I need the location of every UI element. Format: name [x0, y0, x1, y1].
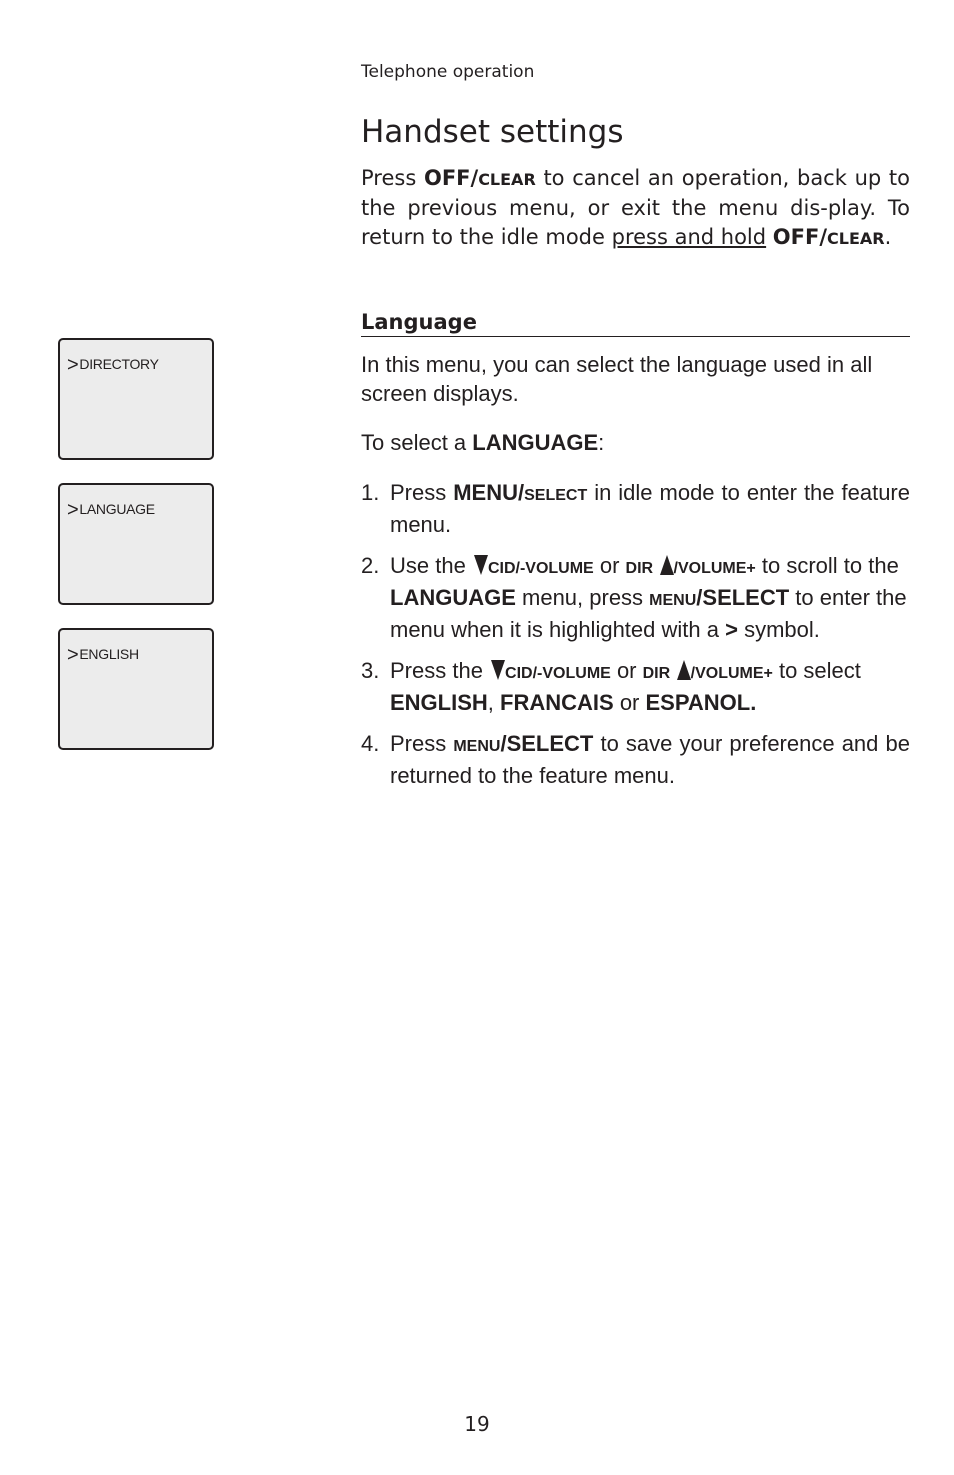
symbol-gt: > — [725, 617, 738, 642]
text: Use the — [390, 553, 472, 578]
list-item — [361, 551, 910, 644]
text: or — [610, 658, 643, 683]
intro-text: to cancel an operation, back up to the previous menu, or exit the menu dis-play. To return to the idle mode — [361, 166, 910, 249]
lcd-label: LANGUAGE — [79, 501, 155, 517]
text: to save your preference and be returned to the feature menu. — [390, 731, 910, 788]
key-select: /SELECT — [500, 731, 594, 756]
lcd-label: DIRECTORY — [79, 356, 159, 372]
list-item — [361, 656, 910, 717]
text: Press — [390, 731, 454, 756]
text: to enter the menu when it is highlighted with a — [390, 585, 907, 642]
key-language: LANGUAGE — [390, 585, 516, 610]
text: menu, press — [515, 585, 650, 610]
section-heading-language: Language — [361, 310, 910, 337]
key-menu: MENU/ — [453, 480, 525, 505]
option-francais: FRANCAIS — [500, 690, 614, 715]
page-number: 19 — [464, 1412, 490, 1436]
cursor-arrow: > — [67, 354, 79, 376]
intro-text: Press — [361, 166, 424, 190]
option-english: ENGLISH — [390, 690, 488, 715]
text: to select — [772, 658, 861, 683]
key-volume-plus: /VOLUME+ — [690, 665, 773, 682]
steps-list — [361, 478, 910, 802]
lcd-text — [67, 644, 139, 667]
text: in idle mode to enter the feature menu. — [390, 480, 910, 537]
text: , — [487, 690, 501, 715]
step-number: 1. — [361, 480, 380, 505]
up-arrow-icon — [677, 660, 691, 680]
text: symbol. — [737, 617, 820, 642]
key-off: OFF/ — [423, 166, 479, 190]
list-item — [361, 478, 910, 539]
language-description: In this menu, you can select the language used in all screen displays. — [361, 352, 873, 406]
key-language: LANGUAGE — [472, 430, 599, 455]
intro-text — [766, 225, 773, 249]
key-volume-plus: /VOLUME+ — [673, 560, 756, 577]
text: or — [593, 553, 626, 578]
key-select: /SELECT — [696, 585, 790, 610]
text: to scroll to the — [755, 553, 899, 578]
key-dir: DIR — [642, 665, 675, 682]
text: Press — [390, 480, 454, 505]
up-arrow-icon — [660, 555, 674, 575]
intro-text: . — [884, 225, 892, 249]
key-clear: CLEAR — [827, 229, 885, 248]
text: or — [613, 690, 646, 715]
select-language-intro — [361, 428, 910, 457]
lcd-screen-english — [58, 628, 214, 750]
list-item — [361, 729, 910, 790]
key-dir: DIR — [625, 560, 658, 577]
key-cid-volume: CID/-VOLUME — [505, 665, 611, 682]
lcd-text — [67, 354, 159, 377]
step-number: 2. — [361, 553, 380, 578]
step-number: 4. — [361, 731, 380, 756]
down-arrow-icon — [491, 660, 505, 680]
intro-paragraph — [361, 164, 910, 253]
key-select: SELECT — [524, 487, 588, 504]
down-arrow-icon — [474, 555, 488, 575]
step-number: 3. — [361, 658, 380, 683]
text: Press the — [390, 658, 490, 683]
lcd-screen-language — [58, 483, 214, 605]
cursor-arrow: > — [67, 644, 79, 666]
lcd-label: ENGLISH — [79, 646, 139, 662]
running-header: Telephone operation — [361, 62, 535, 82]
key-menu: MENU — [453, 738, 501, 755]
key-off: OFF/ — [772, 225, 828, 249]
key-clear: CLEAR — [478, 170, 536, 189]
option-espanol: ESPANOL. — [645, 690, 757, 715]
key-menu: MENU — [649, 592, 697, 609]
lcd-screen-directory — [58, 338, 214, 460]
text: : — [598, 430, 605, 455]
page-title: Handset settings — [361, 114, 624, 150]
cursor-arrow: > — [67, 499, 79, 521]
key-cid-volume: CID/-VOLUME — [487, 560, 594, 577]
underlined-text: press and hold — [611, 225, 767, 249]
text: To select a — [361, 430, 473, 455]
lcd-text — [67, 499, 155, 522]
